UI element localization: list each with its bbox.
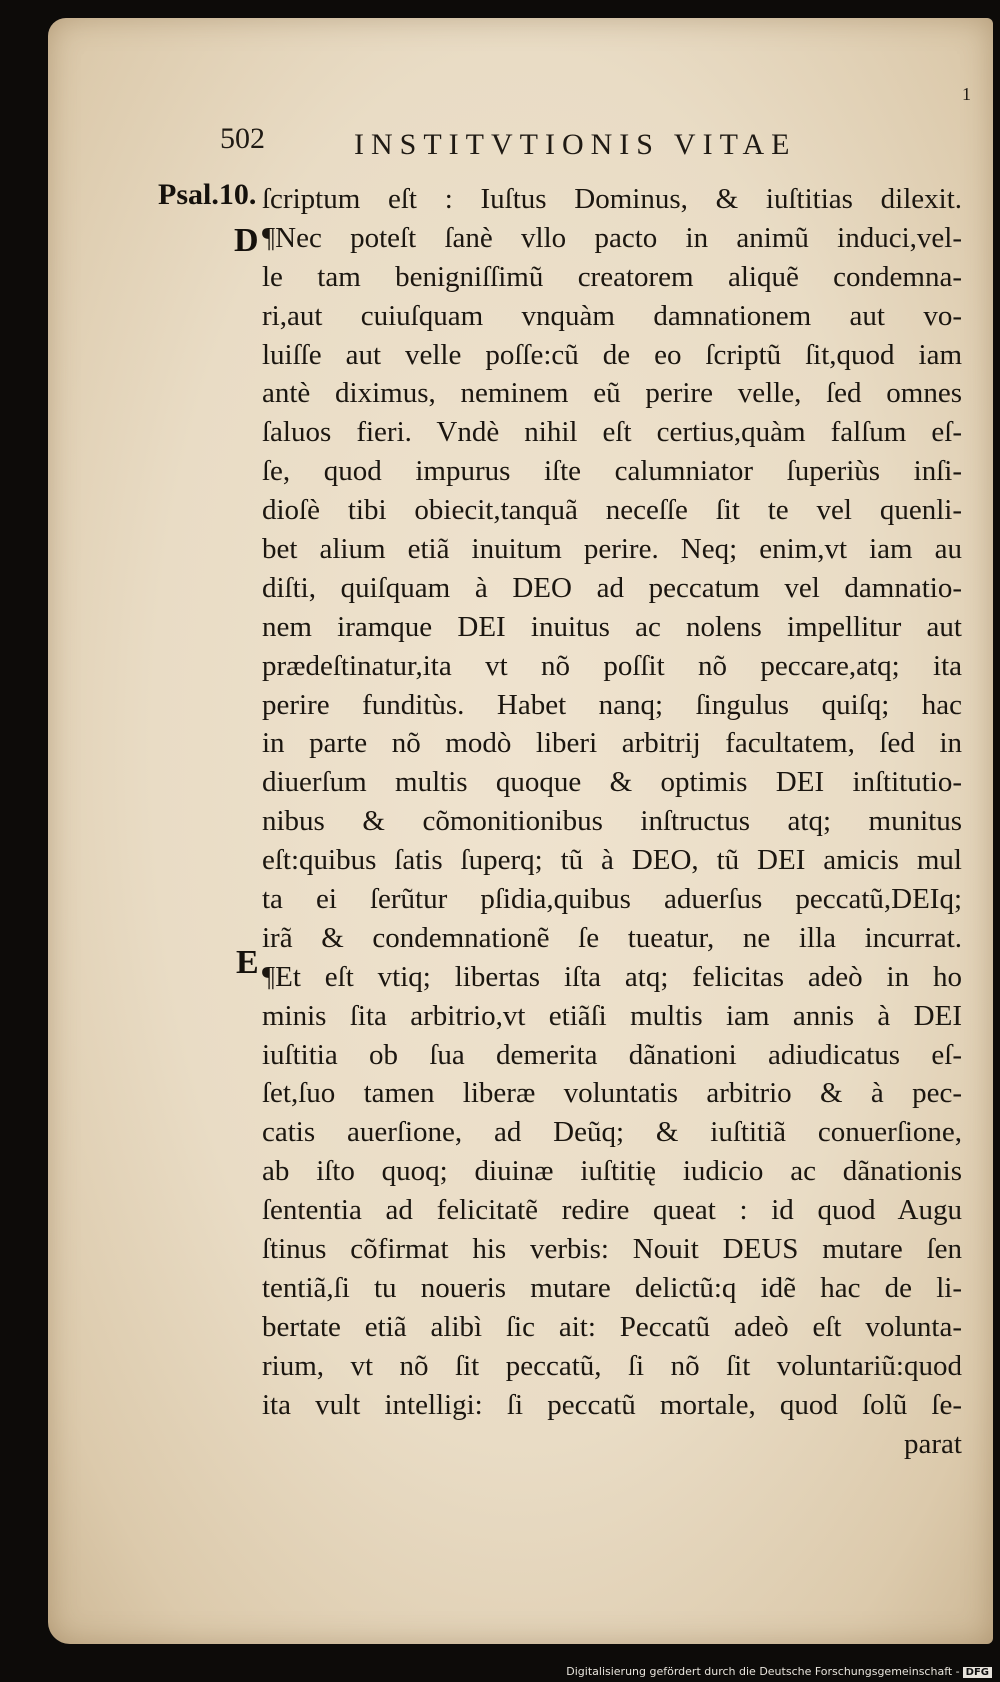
text-line: irã & condemnationẽ ſe tueatur, ne illa incurrat. [262, 921, 962, 954]
section-marker-d: D [234, 222, 259, 259]
text-line: luiſſe aut velle poſſe:cũ de eo ſcriptũ ſit,quod iam [262, 338, 962, 371]
text-line: ſtinus cõfirmat his verbis: Nouit DEUS mutare ſen [262, 1233, 962, 1266]
text-line: rium, vt nõ ſit peccatũ, ſi nõ ſit voluntariũ:quod [262, 1349, 962, 1382]
page-number: 502 [220, 122, 265, 155]
digitization-footer [566, 1665, 992, 1678]
text-line: ſcriptum eſt : Iuſtus Dominus, & iuſtitias dilexit. [262, 183, 962, 215]
text-line: iuſtitia ob ſua demerita dãnationi adiudicatus eſ- [262, 1038, 962, 1071]
text-line: ta ei ſerũtur pſidia,quibus aduerſus peccatũ,DEIq; [262, 883, 962, 916]
text-line: bertate etiã alibì ſic ait: Peccatũ adeò eſt volunta- [262, 1310, 962, 1343]
text-line: perire funditùs. Habet nanq; ſingulus quiſq; hac [262, 688, 962, 721]
text-line: nibus & cõmonitionibus inſtructus atq; munitus [262, 805, 962, 838]
catchword: parat [904, 1427, 962, 1460]
text-line: eſt:quibus ſatis ſuperq; tũ à DEO, tũ DEI amicis mul [262, 844, 962, 877]
text-line: ſaluos fieri. Vndè nihil eſt certius,quàm falſum eſ- [262, 416, 962, 449]
text-line: ita vult intelligi: ſi peccatũ mortale, quod ſolũ ſe- [262, 1388, 962, 1421]
text-line: antè diximus, neminem eũ perire velle, ſed omnes [262, 377, 962, 410]
text-line: ſet,ſuo tamen liberæ voluntatis arbitrio & à pec- [262, 1077, 962, 1110]
text-line: ſe, quod impurus iſte calumniator ſuperiùs inſi- [262, 455, 962, 488]
text-line: tentiã,ſi tu noueris mutare delictũ:q idẽ hac de li- [262, 1271, 962, 1304]
text-line: dioſè tibi obiecit,tanquã neceſſe ſit te vel quenli- [262, 494, 962, 527]
text-line: catis auerſione, ad Deũq; & iuſtitiã conuerſione, [262, 1116, 962, 1149]
corner-mark: 1 [962, 84, 971, 104]
text-line: ri,aut cuiuſquam vnquàm damnationem aut vo- [262, 299, 962, 332]
dfg-logo: DFG [963, 1667, 992, 1678]
text-line: ¶Nec poteſt ſanè vllo pacto in animũ induci,vel- [262, 221, 962, 254]
body-text [262, 180, 962, 1463]
text-line: diſti, quiſquam à DEO ad peccatum vel damnatio- [262, 571, 962, 604]
text-line: ſententia ad felicitatẽ redire queat : id quod Augu [262, 1194, 962, 1227]
text-line: nem iramque DEI inuitus ac nolens impellitur aut [262, 610, 962, 643]
text-line: in parte nõ modò liberi arbitrij facultatem, ſed in [262, 727, 962, 760]
text-line: ab iſto quoq; diuinæ iuſtitię iudicio ac dãnationis [262, 1155, 962, 1188]
text-line: minis ſita arbitrio,vt etiãſi multis iam annis à DEI [262, 999, 962, 1032]
footer-text: Digitalisierung gefördert durch die Deutsche Forschungsgemeinschaft - [566, 1665, 960, 1678]
text-line: le tam benigniſſimũ creatorem aliquẽ condemna- [262, 260, 962, 293]
text-line: diuerſum multis quoque & optimis DEI inſtitutio- [262, 766, 962, 799]
margin-reference: Psal.10. [158, 178, 257, 211]
text-line: prædeſtinatur,ita vt nõ poſſit nõ peccare,atq; ita [262, 649, 962, 682]
section-marker-e: E [236, 944, 259, 981]
text-line: bet alium etiã inuitum perire. Neq; enim,vt iam au [262, 533, 962, 566]
text-line: ¶Et eſt vtiq; libertas iſta atq; felicitas adeò in ho [262, 960, 962, 993]
running-head: INSTITVTIONIS VITAE [354, 128, 797, 161]
